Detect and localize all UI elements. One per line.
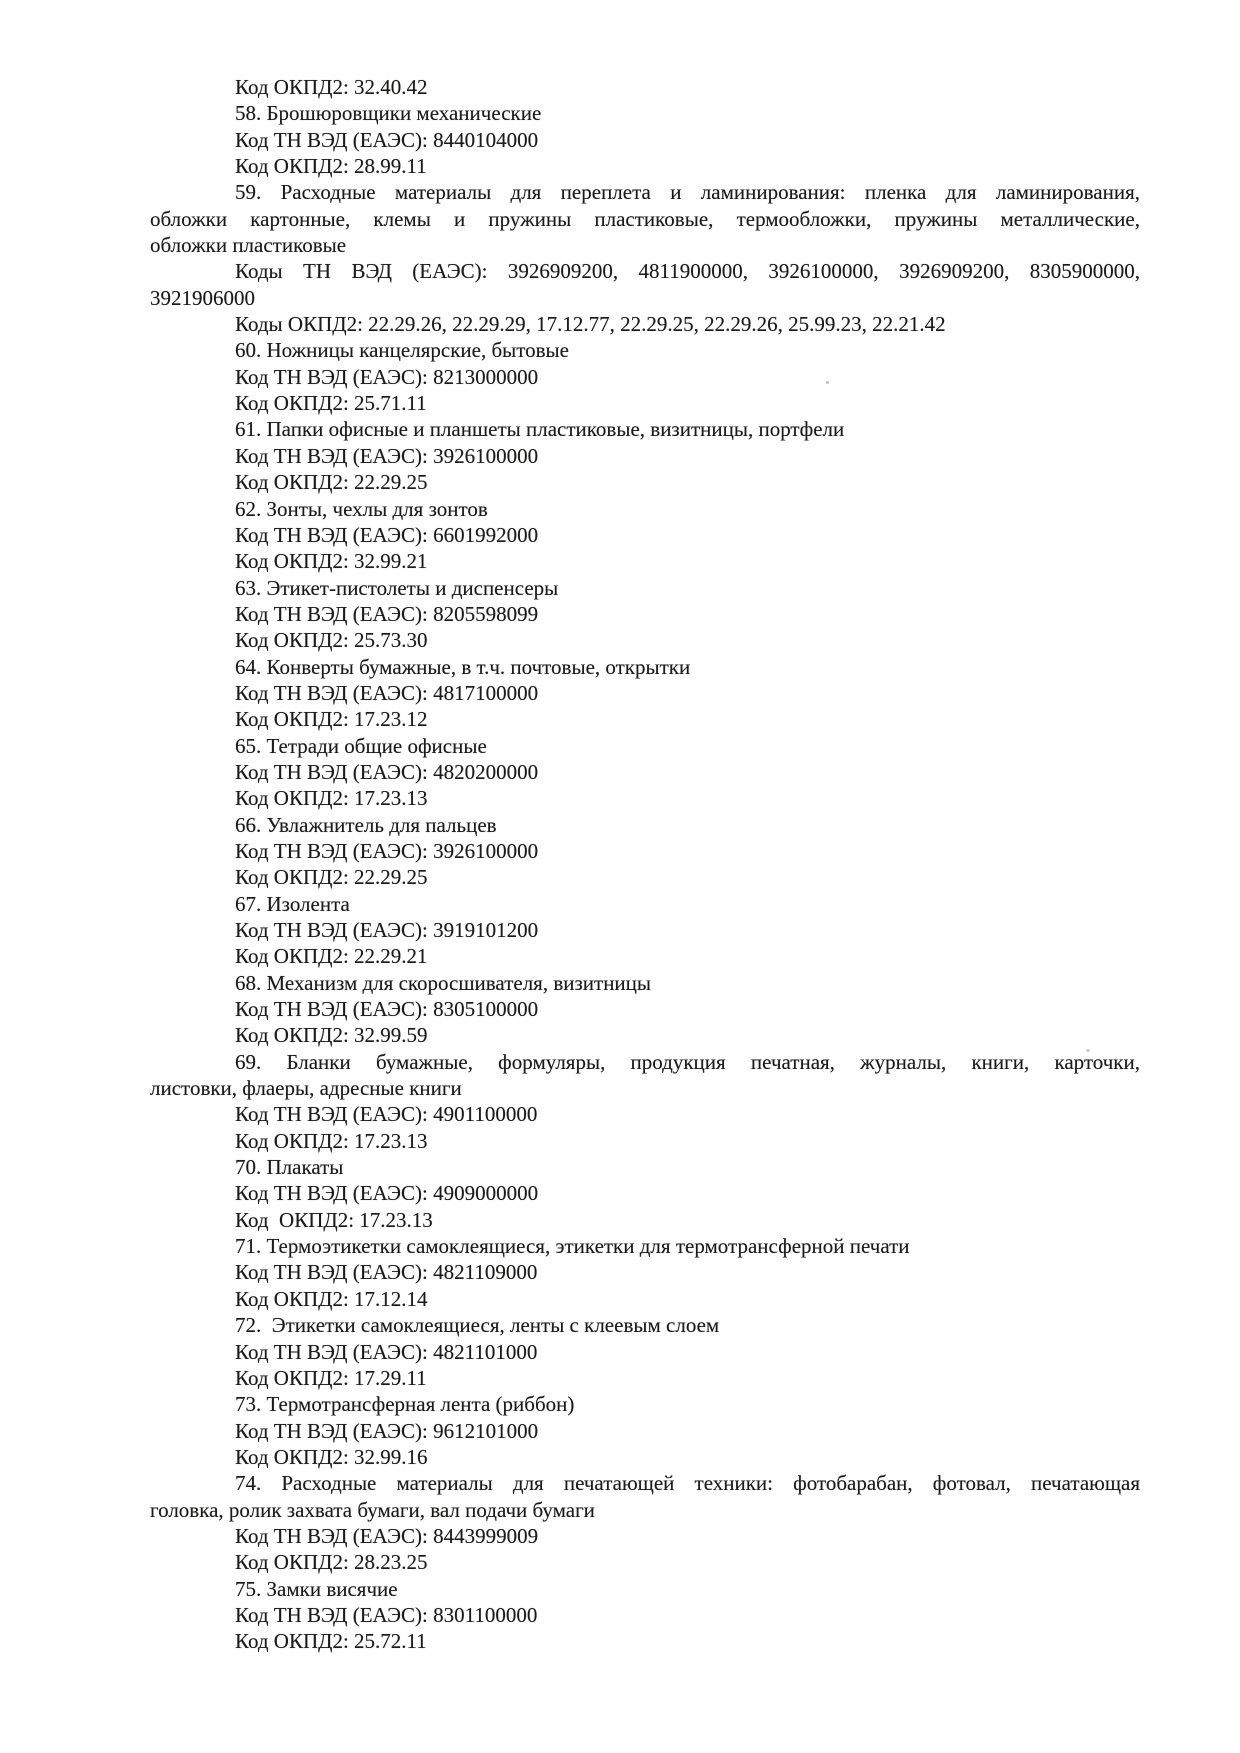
document-line: Код ТН ВЭД (ЕАЭС): 6601992000 [235, 522, 539, 547]
document-line: 72. Этикетки самоклеящиеся, ленты с клеевым слоем [235, 1313, 720, 1338]
document-line: Код ТН ВЭД (ЕАЭС): 8205598099 [235, 601, 539, 626]
document-line: Коды ОКПД2: 22.29.26, 22.29.29, 17.12.77, 22.29.25, 22.29.26, 25.99.23, 22.21.42 [235, 312, 946, 337]
document-line: Код ОКПД2: 32.40.42 [235, 75, 428, 99]
document-line: 74. Расходные материалы для печатающей техники: фотобарабан, фотовал, печатающая [235, 1471, 1140, 1496]
document-line: 75. Замки висячие [235, 1576, 398, 1601]
document-line: 66. Увлажнитель для пальцев [235, 812, 497, 837]
document-line: Код ОКПД2: 32.99.16 [235, 1444, 428, 1469]
document-line: 59. Расходные материалы для переплета и ламинирования: пленка для ламинирования, [235, 180, 1140, 205]
document-line: Код ТН ВЭД (ЕАЭС): 4817100000 [235, 680, 539, 705]
document-line: Код ТН ВЭД (ЕАЭС): 8213000000 [235, 364, 539, 389]
document-line: Код ОКПД2: 28.23.25 [235, 1550, 428, 1575]
document-line: Код ТН ВЭД (ЕАЭС): 4909000000 [235, 1181, 539, 1206]
scan-speck-icon [826, 381, 829, 384]
document-line: Код ТН ВЭД (ЕАЭС): 8305100000 [235, 997, 539, 1022]
document-line: 3921906000 [150, 285, 255, 310]
document-line: Код ТН ВЭД (ЕАЭС): 3926100000 [235, 838, 539, 863]
document-line: 65. Тетради общие офисные [235, 733, 487, 758]
document-line: Код ОКПД2: 17.29.11 [235, 1365, 427, 1390]
document-line: Код ОКПД2: 17.12.14 [235, 1286, 428, 1311]
document-line: Код ТН ВЭД (ЕАЭС): 9612101000 [235, 1418, 539, 1443]
document-line: 61. Папки офисные и планшеты пластиковые, визитницы, портфели [235, 417, 845, 442]
document-line: Код ТН ВЭД (ЕАЭС): 8440104000 [235, 127, 539, 152]
document-body [150, 74, 1140, 1655]
document-line: 62. Зонты, чехлы для зонтов [235, 496, 488, 521]
document-line: 70. Плакаты [235, 1155, 344, 1180]
document-line: Код ТН ВЭД (ЕАЭС): 4821109000 [235, 1260, 538, 1285]
document-line: 67. Изолента [235, 891, 350, 916]
document-line: 69. Бланки бумажные, формуляры, продукция печатная, журналы, книги, карточки, [235, 1049, 1140, 1074]
document-line: головка, ролик захвата бумаги, вал подачи бумаги [150, 1497, 595, 1522]
document-line: 60. Ножницы канцелярские, бытовые [235, 338, 569, 363]
document-line: Код ОКПД2: 22.29.25 [235, 865, 428, 890]
document-line: Код ОКПД2: 25.73.30 [235, 628, 428, 653]
document-line: Код ТН ВЭД (ЕАЭС): 4820200000 [235, 759, 539, 784]
document-line: 63. Этикет-пистолеты и диспенсеры [235, 575, 559, 600]
document-line: Код ТН ВЭД (ЕАЭС): 4901100000 [235, 1102, 538, 1127]
document-line: 64. Конверты бумажные, в т.ч. почтовые, открытки [235, 654, 691, 679]
document-line: 73. Термотрансферная лента (риббон) [235, 1392, 575, 1417]
document-line: Код ОКПД2: 32.99.59 [235, 1023, 428, 1048]
document-line: Код ОКПД2: 17.23.13 [235, 786, 428, 811]
document-line: Код ОКПД2: 17.23.13 [235, 1207, 433, 1232]
document-line: 68. Механизм для скоросшивателя, визитницы [235, 970, 652, 995]
document-line: Код ОКПД2: 25.72.11 [235, 1629, 427, 1654]
document-line: Код ОКПД2: 17.23.12 [235, 707, 428, 732]
document-line: Код ТН ВЭД (ЕАЭС): 3926100000 [235, 443, 539, 468]
document-line: Коды ТН ВЭД (ЕАЭС): 3926909200, 4811900000, 3926100000, 3926909200, 8305900000, [235, 259, 1140, 284]
document-line: Код ОКПД2: 32.99.21 [235, 549, 428, 574]
document-line: обложки пластиковые [150, 233, 347, 258]
scan-speck-icon [604, 426, 606, 428]
document-line: Код ТН ВЭД (ЕАЭС): 4821101000 [235, 1339, 538, 1364]
document-line: Код ТН ВЭД (ЕАЭС): 8443999009 [235, 1523, 539, 1548]
document-line: 71. Термоэтикетки самоклеящиеся, этикетки для термотрансферной печати [235, 1234, 910, 1259]
document-line: Код ОКПД2: 22.29.21 [235, 944, 428, 969]
document-line: Код ТН ВЭД (ЕАЭС): 3919101200 [235, 918, 539, 942]
document-line: Код ОКПД2: 17.23.13 [235, 1128, 428, 1153]
document-line: обложки картонные, клемы и пружины пластиковые, термообложки, пружины металлические, [150, 206, 1140, 231]
document-line: Код ОКПД2: 22.29.25 [235, 470, 428, 495]
document-line: Код ОКПД2: 28.99.11 [235, 154, 427, 179]
document-line: листовки, флаеры, адресные книги [150, 1076, 462, 1101]
scan-speck-icon [1086, 1049, 1090, 1052]
document-line: Код ОКПД2: 25.71.11 [235, 391, 427, 416]
document-line: Код ТН ВЭД (ЕАЭС): 8301100000 [235, 1602, 538, 1627]
document-line: 58. Брошюровщики механические [235, 101, 542, 126]
